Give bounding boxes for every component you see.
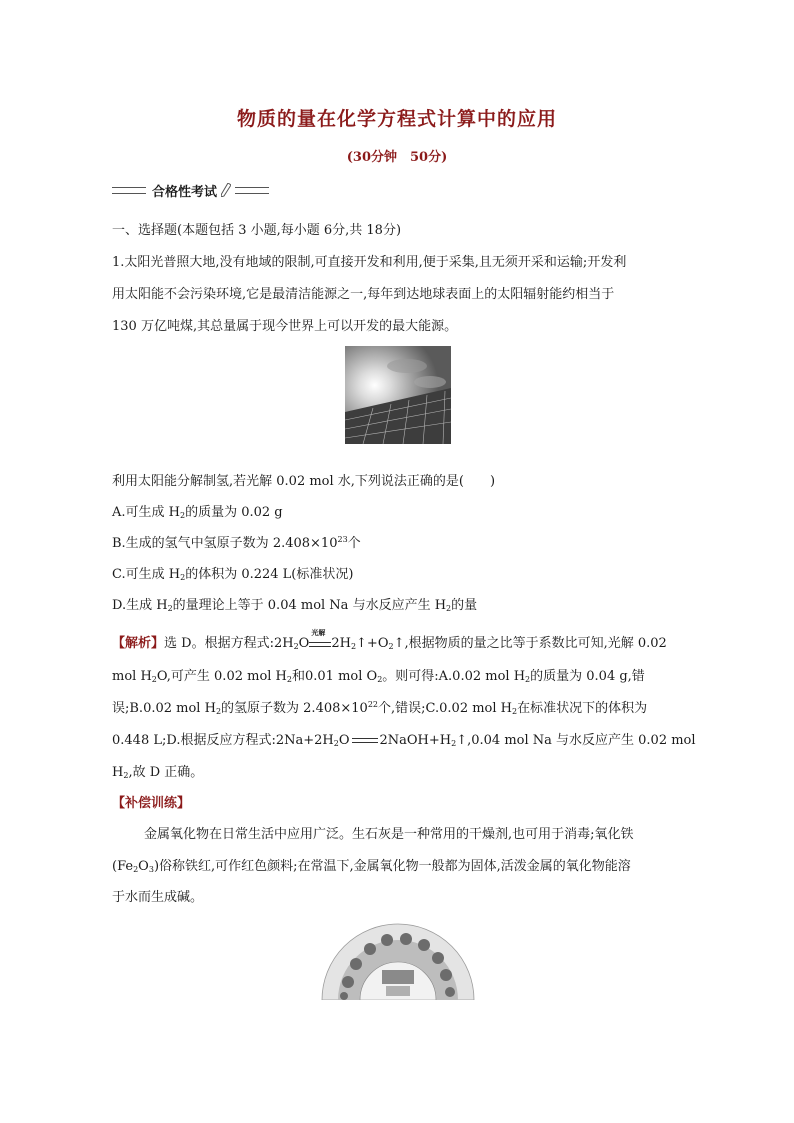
- supplement-line-3: 于水而生成碱。: [112, 890, 204, 905]
- page-subtitle: (30分钟 50分): [346, 150, 448, 165]
- section-rule-left: [112, 187, 146, 194]
- photolysis-arrow: 光解: [309, 637, 331, 650]
- part-heading: 一、选择题(本题包括 3 小题,每小题 6分,共 18分): [112, 223, 402, 238]
- analysis-line-3: 误;B.0.02 mol $H_2$的氢原子数为 $2.408\times 10^{22}$个,错误;C.0.02 mol $H_2$在标准状况下的体积为: [112, 700, 648, 716]
- option-d: D.生成 $H_2$的量理论上等于 0.04 mol Na 与水反应产生 $H_2$的量: [112, 598, 478, 613]
- reaction-equals: [352, 738, 378, 743]
- analysis-line-5: $H_2$,故 D 正确。: [112, 765, 204, 780]
- q1-line-3: 130 万亿吨煤,其总量属于现今世界上可以开发的最大能源。: [112, 319, 458, 334]
- supplement-line-1: 金属氧化物在日常生活中应用广泛。生石灰是一种常用的干燥剂,也可用于消毒;氧化铁: [144, 827, 634, 842]
- supplement-line-2: $(Fe_2O_3)$俗称铁红,可作红色颜料;在常温下,金属氧化物一般都为固体,活泼金属的氧化物能溶: [112, 859, 631, 874]
- metal-oxide-diagram: [320, 912, 476, 1000]
- analysis-tag: 【解析】: [112, 636, 165, 651]
- section-title: 合格性考试: [152, 184, 218, 200]
- supplement-tag: 【补偿训练】: [112, 796, 191, 811]
- q1-line-2: 用太阳能不会污染环境,它是最清洁能源之一,每年到达地球表面上的太阳辐射能约相当于: [112, 287, 615, 302]
- option-a: A.可生成 $H_2$的质量为 0.02 g: [112, 505, 283, 520]
- analysis-line-4: 0.448 L;D.根据反应方程式$:2Na+2H_2O$ $2NaOH+H_2↑,0.04$ mol Na 与水反应产生 0.02 mol: [112, 733, 696, 748]
- solar-panel-photo: [345, 346, 451, 444]
- option-c: C.可生成 $H_2$的体积为 0.224 L(标准状况): [112, 567, 354, 582]
- section-header: [112, 180, 269, 200]
- q1-stem: 利用太阳能分解制氢,若光解 0.02 mol 水,下列说法正确的是( ): [112, 474, 496, 489]
- page-title: 物质的量在化学方程式计算中的应用: [236, 108, 557, 130]
- pencil-icon: [221, 183, 231, 197]
- analysis-line-1: 【解析】选 D。根据方程式$:2H_2O$ 光解 $2H_2↑+O_2↑$,根据物质的量之比等于系数比可知,光解 0.02: [112, 628, 667, 651]
- analysis-line-2: mol $H_2O$,可产生 0.02 mol $H_2$和0.01 mol $O_2$。则可得:A.0.02 mol $H_2$的质量为 0.04 g,错: [112, 669, 645, 684]
- section-rule-right: [235, 187, 269, 194]
- q1-line-1: 1.太阳光普照大地,没有地域的限制,可直接开发和利用,便于采集,且无须开采和运输;开发利: [112, 255, 627, 270]
- option-b: B.生成的氢气中氢原子数为 $2.408\times 10^{23}$个: [112, 535, 361, 551]
